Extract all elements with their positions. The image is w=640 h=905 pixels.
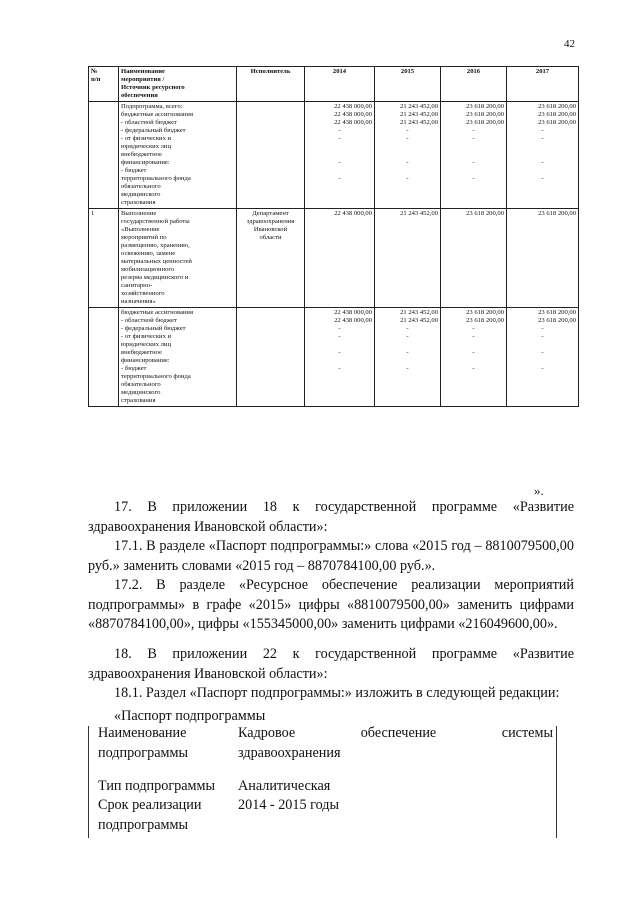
cell-line: финансирование: <box>121 357 170 364</box>
cell-line: страхования <box>121 397 156 404</box>
header-year-2014: 2014 <box>305 67 375 102</box>
cell-value <box>377 167 438 175</box>
cell-value: - <box>406 127 409 134</box>
row-executor <box>237 102 305 209</box>
table-row-subprogram <box>89 102 579 209</box>
cell-value <box>443 357 504 365</box>
cell-value: - <box>541 135 544 142</box>
cell-value: 21 243 452,00 <box>400 119 438 126</box>
cell-line: обязательного <box>121 183 161 190</box>
cell-value: - <box>406 349 409 356</box>
cell-line: территориального фонда <box>121 175 191 182</box>
cell-value: 23 618 200,00 <box>466 103 504 110</box>
cell-line: обязательного <box>121 381 161 388</box>
header-number: № п/п <box>89 67 119 102</box>
col-2017 <box>507 308 579 407</box>
row-label <box>119 102 237 209</box>
cell-value: 23 618 200,00 <box>466 119 504 126</box>
cell-line: Выполнение <box>121 210 157 217</box>
cell-value: - <box>406 325 409 332</box>
cell-line: Подпрограмма, всего: <box>121 103 183 110</box>
cell-value: - <box>406 159 409 166</box>
cell-value: 21 243 452,00 <box>400 111 438 118</box>
table-row-item-1-sources <box>89 308 579 407</box>
row-executor <box>237 308 305 407</box>
cell-value <box>443 143 504 151</box>
cell-value <box>377 143 438 151</box>
cell-value <box>509 143 576 151</box>
cell-line: области <box>259 234 282 241</box>
cell-line: мобилизационного <box>121 266 175 273</box>
col-2015 <box>375 102 441 209</box>
closing-quote: ». <box>534 483 544 498</box>
cell-value <box>307 341 372 349</box>
cell-value <box>377 357 438 365</box>
cell-line: страхования <box>121 199 156 206</box>
cell-value: - <box>472 333 475 340</box>
cell-line: санитарно- <box>121 282 153 289</box>
cell-line: медицинского <box>121 389 161 396</box>
cell-value: - <box>541 365 544 372</box>
cell-line: внебюджетное <box>121 349 162 356</box>
cell-line: материальных ценностей <box>121 258 192 265</box>
cell-value: - <box>472 135 475 142</box>
cell-line: территориального фонда <box>121 373 191 380</box>
cell-value <box>307 357 372 365</box>
passport-title: «Паспорт подпрограммы <box>114 708 266 724</box>
cell-value: - <box>406 175 409 182</box>
paragraph-18: 18. В приложении 22 к государственной программе «Развитие здравоохранения Ивановской области»: <box>88 646 574 682</box>
cell-line: «Выполнение <box>121 226 160 233</box>
col-2016 <box>441 308 507 407</box>
cell-value: - <box>472 325 475 332</box>
cell-line: государственной работы <box>121 218 190 225</box>
cell-line: юридических лиц <box>121 143 171 150</box>
cell-value: - <box>406 135 409 142</box>
cell-value: - <box>406 365 409 372</box>
cell-line: - областной бюджет <box>121 119 177 126</box>
cell-value: 23 618 200,00 <box>538 119 576 126</box>
table-border-right <box>556 726 557 838</box>
cell-line: финансирование: <box>121 159 170 166</box>
cell-value: 23 618 200,00 <box>538 111 576 118</box>
cell-value <box>509 357 576 365</box>
cell-line: юридических лиц <box>121 341 171 348</box>
page-number: 42 <box>564 38 575 50</box>
cell-value: - <box>472 175 475 182</box>
row-executor <box>237 209 305 308</box>
cell-value: - <box>338 333 341 340</box>
budget-table <box>88 66 579 407</box>
passport-row-value: 2014 - 2015 годы <box>238 797 340 813</box>
row-label <box>119 209 237 308</box>
cell-value: 22 438 000,00 <box>334 119 372 126</box>
cell-value: - <box>338 175 341 182</box>
header-executor: Исполнитель <box>237 67 305 102</box>
col-2015 <box>375 308 441 407</box>
row-number: 1 <box>89 209 119 308</box>
cell-value: - <box>541 159 544 166</box>
cell-value: 23 618 200,00 <box>466 317 504 324</box>
col-2014: 22 438 000,00 <box>305 209 375 308</box>
cell-value: - <box>338 365 341 372</box>
cell-value: 22 438 000,00 <box>334 317 372 324</box>
cell-value: 23 618 200,00 <box>466 111 504 118</box>
cell-value <box>509 151 576 159</box>
cell-value: - <box>541 127 544 134</box>
cell-value <box>307 143 372 151</box>
passport-row-label: Наименование подпрограммы <box>98 725 188 761</box>
cell-line: здравоохранения <box>246 218 295 225</box>
passport-row-value: Кадровое обеспечение системы здравоохранения <box>238 725 553 761</box>
header-year-2017: 2017 <box>507 67 579 102</box>
cell-line: внебюджетное <box>121 151 162 158</box>
cell-line: резерва медицинского и <box>121 274 189 281</box>
cell-line: Департамент <box>252 210 289 217</box>
col-2017 <box>507 102 579 209</box>
col-2014 <box>305 308 375 407</box>
row-number <box>89 308 119 407</box>
cell-line: освежению, замене <box>121 250 176 257</box>
cell-value <box>443 341 504 349</box>
col-2016 <box>441 102 507 209</box>
cell-line: - областной бюджет <box>121 317 177 324</box>
col-2017: 23 618 200,00 <box>507 209 579 308</box>
cell-value: 21 243 452,00 <box>400 103 438 110</box>
passport-row-label: Тип подпрограммы <box>98 778 216 794</box>
cell-line: бюджетные ассигнования <box>121 111 193 118</box>
cell-value: 23 618 200,00 <box>538 309 576 316</box>
cell-value: - <box>541 175 544 182</box>
cell-value: - <box>338 127 341 134</box>
header-name: Наименование мероприятия / Источник ресурсного обеспечения <box>119 67 237 102</box>
cell-value: - <box>472 127 475 134</box>
cell-line: - бюджет <box>121 365 147 372</box>
cell-value: - <box>338 135 341 142</box>
col-2016: 23 618 200,00 <box>441 209 507 308</box>
cell-line: бюджетные ассигнования <box>121 309 193 316</box>
col-2014 <box>305 102 375 209</box>
cell-line: мероприятий по <box>121 234 167 241</box>
table-border-left <box>88 726 89 838</box>
cell-value <box>377 151 438 159</box>
cell-value <box>307 151 372 159</box>
table-row-item-1 <box>89 209 579 308</box>
cell-value <box>443 167 504 175</box>
cell-value: 21 243 452,00 <box>400 317 438 324</box>
cell-line: медицинского <box>121 191 161 198</box>
cell-value <box>307 167 372 175</box>
cell-value: - <box>541 325 544 332</box>
cell-value: - <box>338 325 341 332</box>
col-2015: 21 243 452,00 <box>375 209 441 308</box>
header-year-2016: 2016 <box>441 67 507 102</box>
cell-value <box>509 341 576 349</box>
cell-value <box>443 151 504 159</box>
paragraph-17: 17. В приложении 18 к государственной программе «Развитие здравоохранения Ивановской области»: <box>88 499 574 535</box>
paragraph-18-1: 18.1. Раздел «Паспорт подпрограммы:» изложить в следующей редакции: <box>114 685 560 701</box>
cell-value: - <box>472 365 475 372</box>
cell-value: - <box>338 349 341 356</box>
cell-value: 23 618 200,00 <box>538 103 576 110</box>
cell-value <box>377 341 438 349</box>
cell-value: 22 438 000,00 <box>334 103 372 110</box>
cell-value: 23 618 200,00 <box>466 309 504 316</box>
cell-value: 21 243 452,00 <box>400 309 438 316</box>
cell-line: Ивановской <box>253 226 288 233</box>
cell-line: - от физических и <box>121 333 172 340</box>
table-header-row <box>89 67 579 102</box>
passport-row-label: Срок реализации подпрограммы <box>98 797 202 833</box>
cell-line: хозяйственного <box>121 290 165 297</box>
cell-value: - <box>472 159 475 166</box>
cell-value: - <box>406 333 409 340</box>
paragraph-17-2: 17.2. В разделе «Ресурсное обеспечение реализации мероприятий подпрограммы» в графе «2015» цифры «8810079500,00» заменить цифрами «8870784100,00», цифры «155345000,00» заменить цифрами «216049600,00». <box>88 577 574 632</box>
cell-value: - <box>541 333 544 340</box>
cell-value: - <box>338 159 341 166</box>
cell-line: размещению, хранению, <box>121 242 190 249</box>
cell-value <box>509 167 576 175</box>
cell-line: - бюджет <box>121 167 147 174</box>
row-number <box>89 102 119 209</box>
cell-line: - от физических и <box>121 135 172 142</box>
paragraph-17-1: 17.1. В разделе «Паспорт подпрограммы:» слова «2015 год – 8810079500,00 руб.» заменить словами «2015 год – 8870784100,00 руб.». <box>88 538 574 574</box>
cell-value: 22 438 000,00 <box>334 111 372 118</box>
cell-value: 22 438 000,00 <box>334 309 372 316</box>
cell-line: - федеральный бюджет <box>121 325 186 332</box>
cell-line: назначения» <box>121 298 156 305</box>
passport-row-value: Аналитическая <box>238 778 331 794</box>
row-label <box>119 308 237 407</box>
cell-value: - <box>541 349 544 356</box>
cell-value: 23 618 200,00 <box>538 317 576 324</box>
cell-value: - <box>472 349 475 356</box>
header-year-2015: 2015 <box>375 67 441 102</box>
cell-line: - федеральный бюджет <box>121 127 186 134</box>
